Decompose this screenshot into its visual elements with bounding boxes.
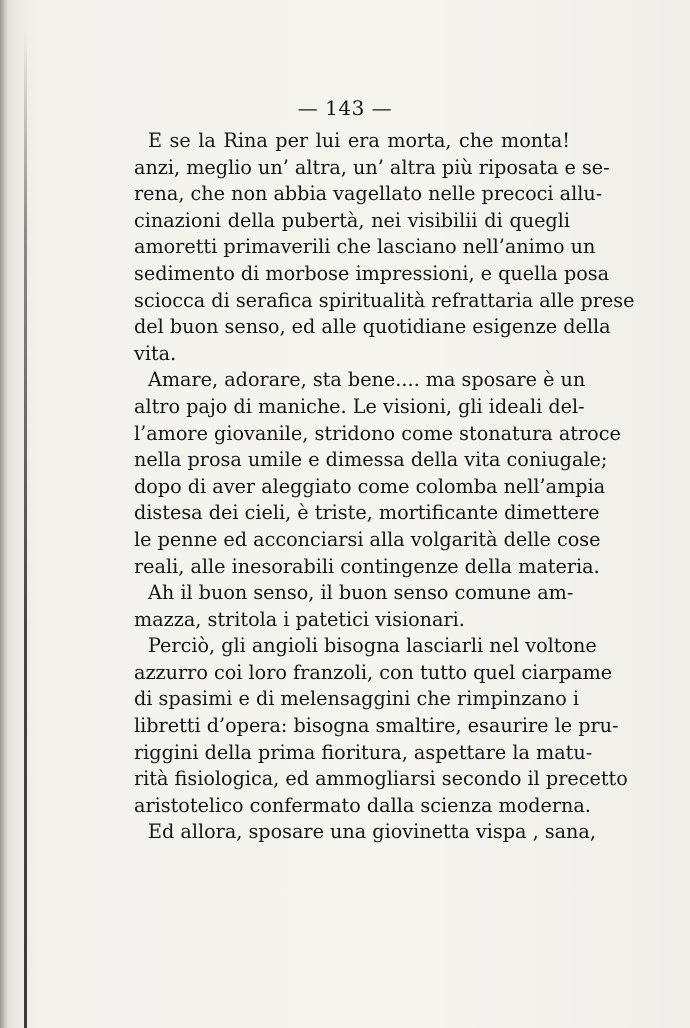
body-text <box>134 128 635 846</box>
text-line: E se la Rina per lui era morta, che monta! <box>148 129 570 152</box>
text-line: le penne ed acconciarsi alla volgarità delle cose <box>134 527 601 551</box>
page-number: — 143 — <box>297 96 393 120</box>
text-line: Amare, adorare, sta bene.... ma sposare è un <box>148 368 586 392</box>
text-line: Ed allora, sposare una giovinetta vispa , sana, <box>148 820 596 844</box>
text-line: cinazioni della pubertà, nei visibilii di quegli <box>134 208 570 232</box>
text-line: rità fisiologica, ed ammogliarsi secondo il precetto <box>134 767 628 791</box>
text-line: del buon senso, ed alle quotidiane esigenze della <box>134 315 611 339</box>
text-line: nella prosa umile e dimessa della vita coniugale; <box>134 448 608 472</box>
spine-shadow <box>0 0 8 1028</box>
text-line: anzi, meglio un’ altra, un’ altra più riposata e se- <box>134 155 610 179</box>
text-line: rena, che non abbia vagellato nelle precoci allu- <box>134 182 603 206</box>
text-line: vita. <box>134 341 177 365</box>
text-line: distesa dei cieli, è triste, mortificante dimettere <box>134 501 600 525</box>
text-line: altro pajo di maniche. Le visioni, gli ideali del- <box>134 394 585 418</box>
page-edge-line <box>24 30 27 1028</box>
text-line: sciocca di serafica spiritualità refrattaria alle prese <box>134 288 635 312</box>
text-line: di spasimi e di melensaggini che rimpinzano i <box>134 687 579 711</box>
text-line: riggini della prima fioritura, aspettare la matu- <box>134 740 593 764</box>
text-line: libretti d’opera: bisogna smaltire, esaurire le pru- <box>134 714 619 738</box>
text-line: dopo di aver aleggiato come colomba nell’ampia <box>134 474 606 498</box>
text-line: mazza, stritola i patetici visionari. <box>134 607 465 631</box>
text-line: amoretti primaverili che lasciano nell’animo un <box>134 235 596 259</box>
text-line: Perciò, gli angioli bisogna lasciarli nel voltone <box>148 634 597 658</box>
text-line: Ah il buon senso, il buon senso comune am- <box>148 581 574 605</box>
text-line: reali, alle inesorabili contingenze della materia. <box>134 554 600 578</box>
text-line: azzurro coi loro franzoli, con tutto quel ciarpame <box>134 660 613 684</box>
text-line: sedimento di morbose impressioni, e quella posa <box>134 261 610 285</box>
text-line: l’amore giovanile, stridono come stonatura atroce <box>134 421 621 445</box>
text-line: aristotelico confermato dalla scienza moderna. <box>134 793 591 817</box>
